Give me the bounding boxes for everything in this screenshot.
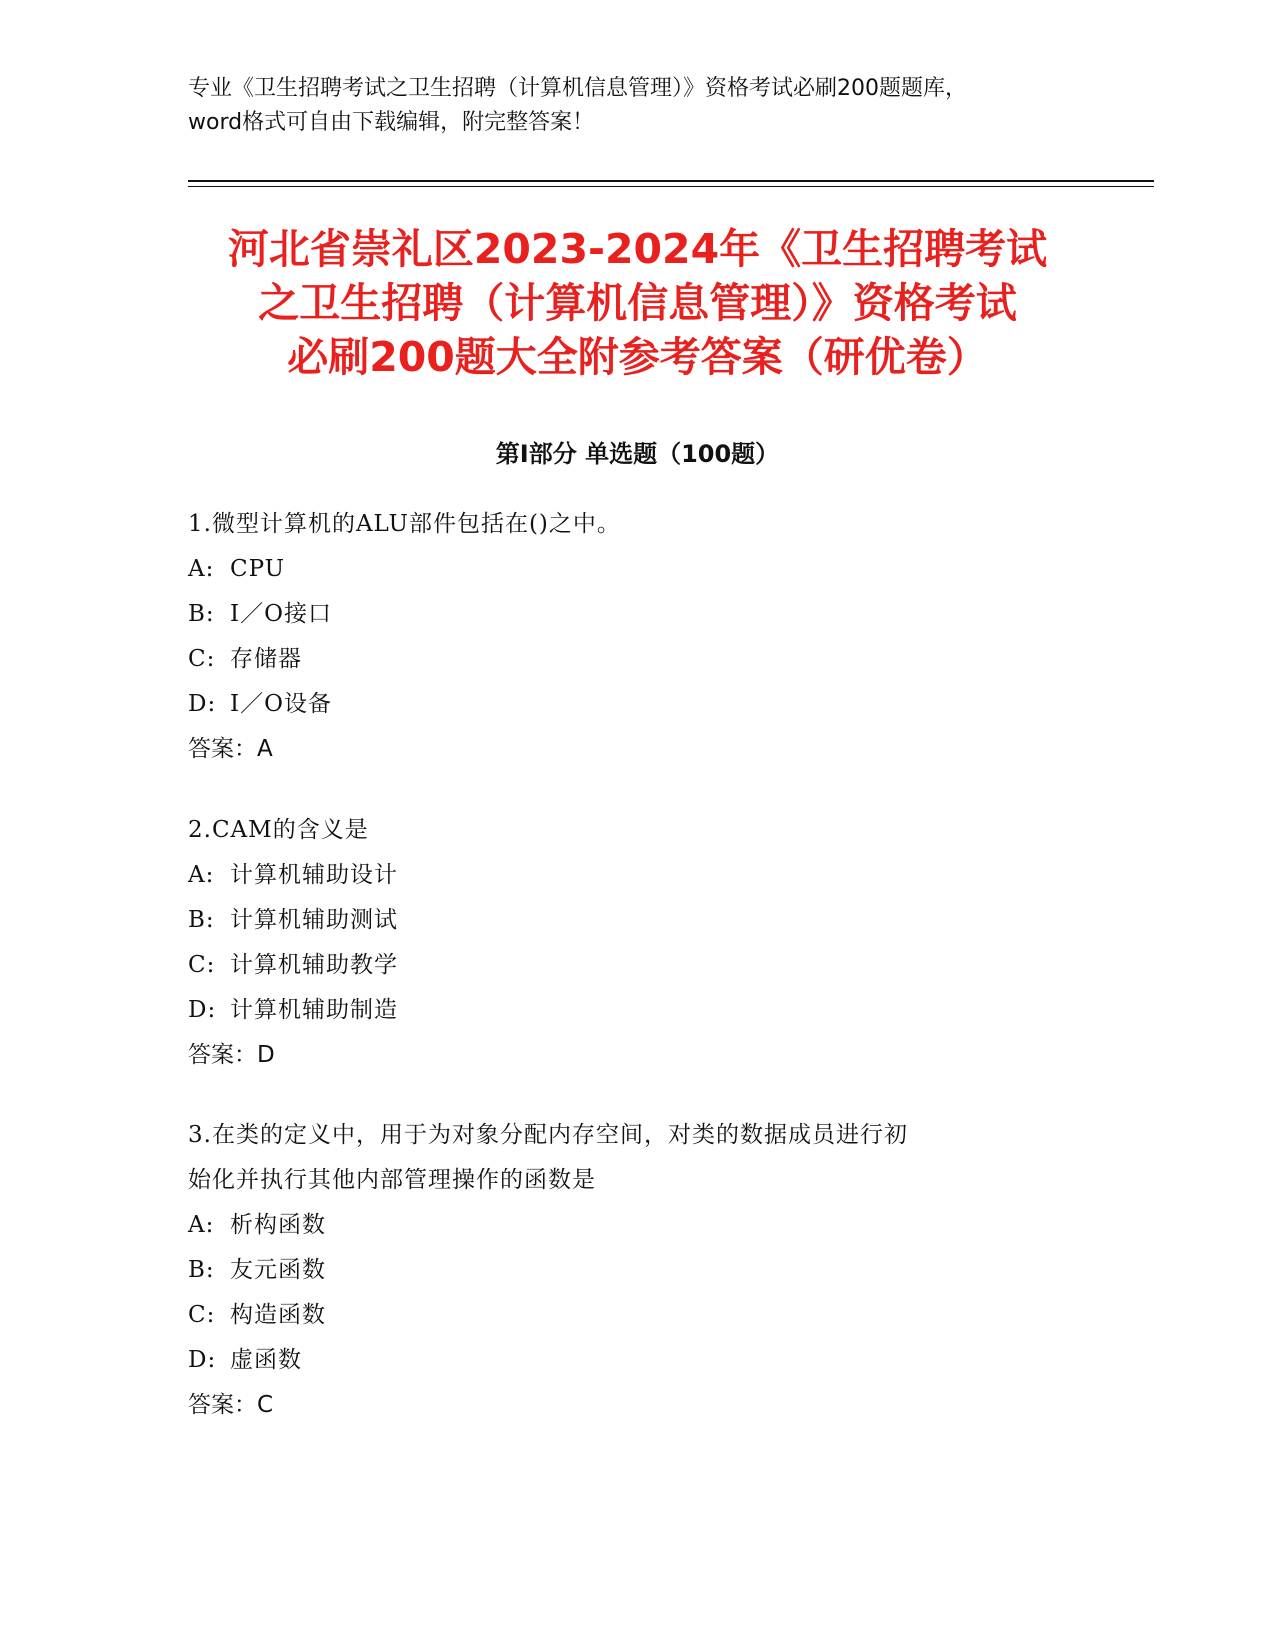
option-letter: D: xyxy=(188,1347,217,1373)
option-letter: D: xyxy=(188,997,217,1023)
option-letter: C: xyxy=(188,952,216,978)
question-stem xyxy=(188,502,1088,547)
option-letter: B: xyxy=(188,1257,215,1283)
option-text: 虚函数 xyxy=(230,1347,302,1373)
question-stem xyxy=(188,1113,1088,1203)
option-letter: D: xyxy=(188,691,217,717)
section-heading: 第Ⅰ部分 单选题（100题） xyxy=(495,440,780,468)
question-stem-line: 3.在类的定义中，用于为对象分配内存空间，对类的数据成员进行初 xyxy=(188,1122,908,1148)
option-letter: A: xyxy=(188,862,215,888)
document-title-line-1: 河北省崇礼区2023-2024年《卫生招聘考试 xyxy=(227,225,1048,273)
option-letter: C: xyxy=(188,646,216,672)
document-title-line-2: 之卫生招聘（计算机信息管理）》资格考试 xyxy=(258,279,1017,327)
option-text: 计算机辅助制造 xyxy=(230,997,398,1023)
question-2 xyxy=(188,808,1088,1078)
document-title xyxy=(150,222,1125,384)
option-text: 计算机辅助教学 xyxy=(230,952,398,978)
option-b xyxy=(188,1248,1088,1293)
option-letter: C: xyxy=(188,1302,216,1328)
option-text: 友元函数 xyxy=(230,1257,326,1283)
option-text: 计算机辅助测试 xyxy=(230,907,398,933)
option-d xyxy=(188,988,1088,1033)
option-a xyxy=(188,1203,1088,1248)
question-stem-line: 1.微型计算机的ALU部件包括在()之中。 xyxy=(188,511,621,537)
document-title-line-3: 必刷200题大全附参考答案（研优卷） xyxy=(287,333,988,381)
header-divider-thin xyxy=(188,186,1154,187)
question-stem xyxy=(188,808,1088,853)
answer: 答案：D xyxy=(188,1042,275,1068)
question-stem-line: 2.CAM的含义是 xyxy=(188,817,369,843)
option-d xyxy=(188,682,1088,727)
answer: 答案：A xyxy=(188,736,273,762)
option-text: 计算机辅助设计 xyxy=(230,862,398,888)
answer: 答案：C xyxy=(188,1392,274,1418)
option-text: CPU xyxy=(230,556,286,582)
header-divider-thick xyxy=(188,180,1154,182)
header-note-line-1: 专业《卫生招聘考试之卫生招聘（计算机信息管理）》资格考试必刷200题题库， xyxy=(188,76,967,101)
header-note-line-2: word格式可自由下载编辑，附完整答案！ xyxy=(188,110,595,135)
option-a xyxy=(188,853,1088,898)
option-letter: A: xyxy=(188,556,215,582)
question-3 xyxy=(188,1113,1088,1428)
option-text: 存储器 xyxy=(230,646,302,672)
option-b xyxy=(188,898,1088,943)
option-letter: B: xyxy=(188,907,215,933)
option-d xyxy=(188,1338,1088,1383)
option-c xyxy=(188,943,1088,988)
option-letter: A: xyxy=(188,1212,215,1238)
option-a xyxy=(188,547,1088,592)
option-text: 构造函数 xyxy=(230,1302,326,1328)
option-b xyxy=(188,592,1088,637)
option-c xyxy=(188,637,1088,682)
question-1 xyxy=(188,502,1088,772)
header-note xyxy=(188,72,1068,140)
option-text: 析构函数 xyxy=(230,1212,326,1238)
option-text: Ⅰ／O接口 xyxy=(230,601,332,627)
question-stem-line: 始化并执行其他内部管理操作的函数是 xyxy=(188,1167,596,1193)
option-text: Ⅰ／O设备 xyxy=(230,691,332,717)
option-c xyxy=(188,1293,1088,1338)
option-letter: B: xyxy=(188,601,215,627)
